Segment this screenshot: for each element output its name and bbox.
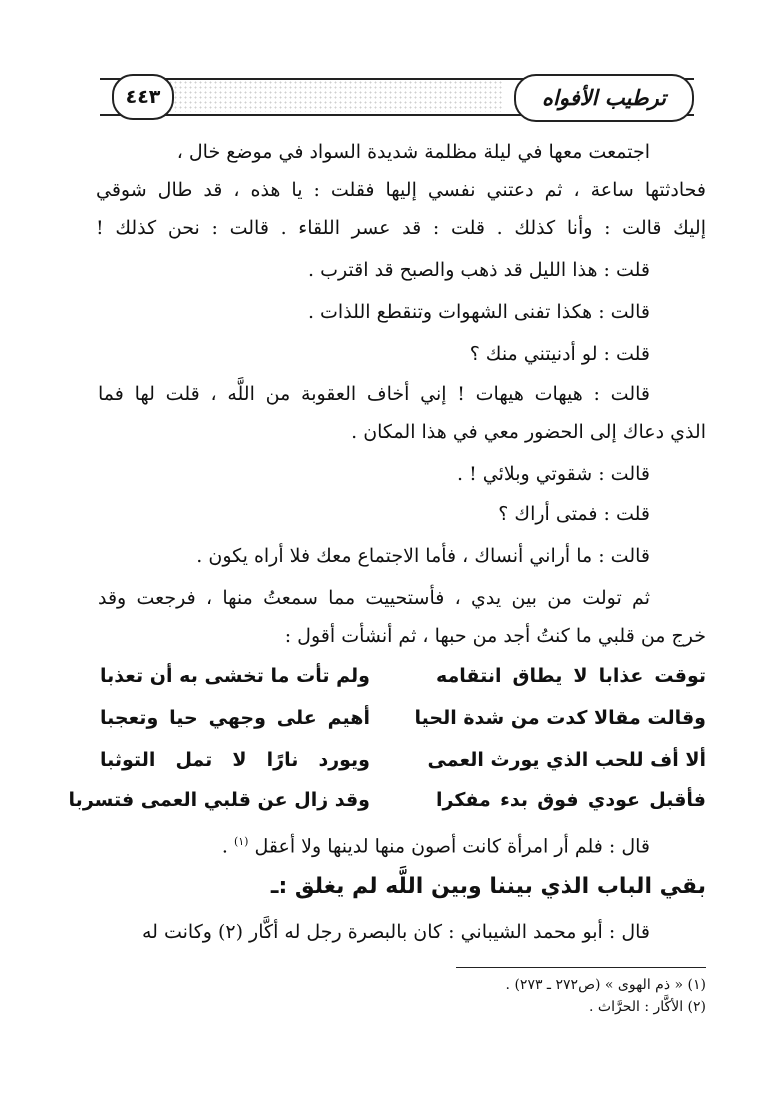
footnote-2: (٢) الأكَّار : الحرَّاث . — [589, 999, 706, 1015]
body-line-4: قلت : هذا الليل قد ذهب والصبح قد اقترب . — [307, 259, 650, 281]
body-line-13: خرج من قلبي ما كنتُ أجد من حبها ، ثم أنشأت أقول : — [284, 625, 706, 647]
body-line-8: الذي دعاك إلى الحضور معي في هذا المكان . — [351, 421, 706, 443]
body-line-5: قالت : هكذا تفنى الشهوات وتنقطع اللذات . — [307, 301, 650, 323]
poem-verse-3-first: ألا أف للحب الذي يورث العمى — [427, 749, 706, 771]
poem-verse-1-second: ولم تأت ما تخشى به أن تعذبا — [100, 665, 370, 687]
running-title — [514, 74, 694, 122]
section-heading: بقي الباب الذي بيننا وبين اللَّه لم يغلق :ـ — [270, 874, 706, 899]
poem-verse-2-second: أهيم على وجهي حيا وتعجبا — [100, 707, 370, 729]
poem-verse-2-first: وقالت مقالا كدت من شدة الحيا — [414, 707, 706, 729]
poem-verse-1-first: توقت عذابا لا يطاق انتقامه — [436, 665, 706, 687]
poem-verse-4-first: فأقبل عودي فوق بدء مفكرا — [436, 789, 706, 811]
body-line-12: ثم تولت من بين يدي ، فأستحييت مما سمعتُ منها ، فرجعت وقد — [98, 587, 650, 609]
footnote-1: (١) « ذم الهوى » (ص٢٧٢ ـ ٢٧٣) . — [505, 977, 706, 993]
body-line-1: اجتمعت معها في ليلة مظلمة شديدة السواد في موضع خال ، — [176, 141, 650, 163]
closing-line-text: قال : فلم أر امرأة كانت أصون منها لدينها ولا أعقل — [254, 835, 650, 858]
body-line-3: إليك قالت : وأنا كذلك . قلت : قد عسر اللقاء . قالت : نحن كذلك ! — [96, 217, 706, 239]
poem-verse-4-second: وقد زال عن قلبي العمى فتسربا — [68, 789, 370, 811]
body-line-2: فحادثتها ساعة ، ثم دعتني نفسي إليها فقلت : يا هذه ، قد طال شوقي — [96, 179, 706, 201]
body-line-7: قالت : هيهات هيهات ! إني أخاف العقوبة من اللَّه ، قلت لها فما — [98, 383, 650, 405]
body-line-11: قالت : ما أراني أنساك ، فأما الاجتماع معك فلا أراه يكون . — [196, 545, 650, 567]
footnote-separator — [456, 967, 706, 968]
body-last-line: قال : أبو محمد الشيباني : كان بالبصرة رجل له أكَّار (٢) وكانت له — [141, 921, 650, 943]
running-title-text: ترطيب الأفواه — [542, 86, 666, 110]
poem-verse-3-second: ويورد نارًا لا تمل التوثبا — [100, 749, 370, 771]
body-line-10: قلت : فمتى أراك ؟ — [498, 503, 650, 525]
closing-line — [96, 824, 650, 864]
page-number-text: ٤٤٣ — [125, 86, 161, 108]
footnote-ref-1: (١) — [233, 835, 249, 848]
closing-line-end: . — [221, 835, 228, 858]
header-ornament — [168, 80, 504, 112]
body-line-9: قالت : شقوتي وبلائي ! . — [457, 463, 650, 485]
page-number — [112, 74, 174, 120]
body-line-6: قلت : لو أدنيتني منك ؟ — [469, 343, 650, 365]
